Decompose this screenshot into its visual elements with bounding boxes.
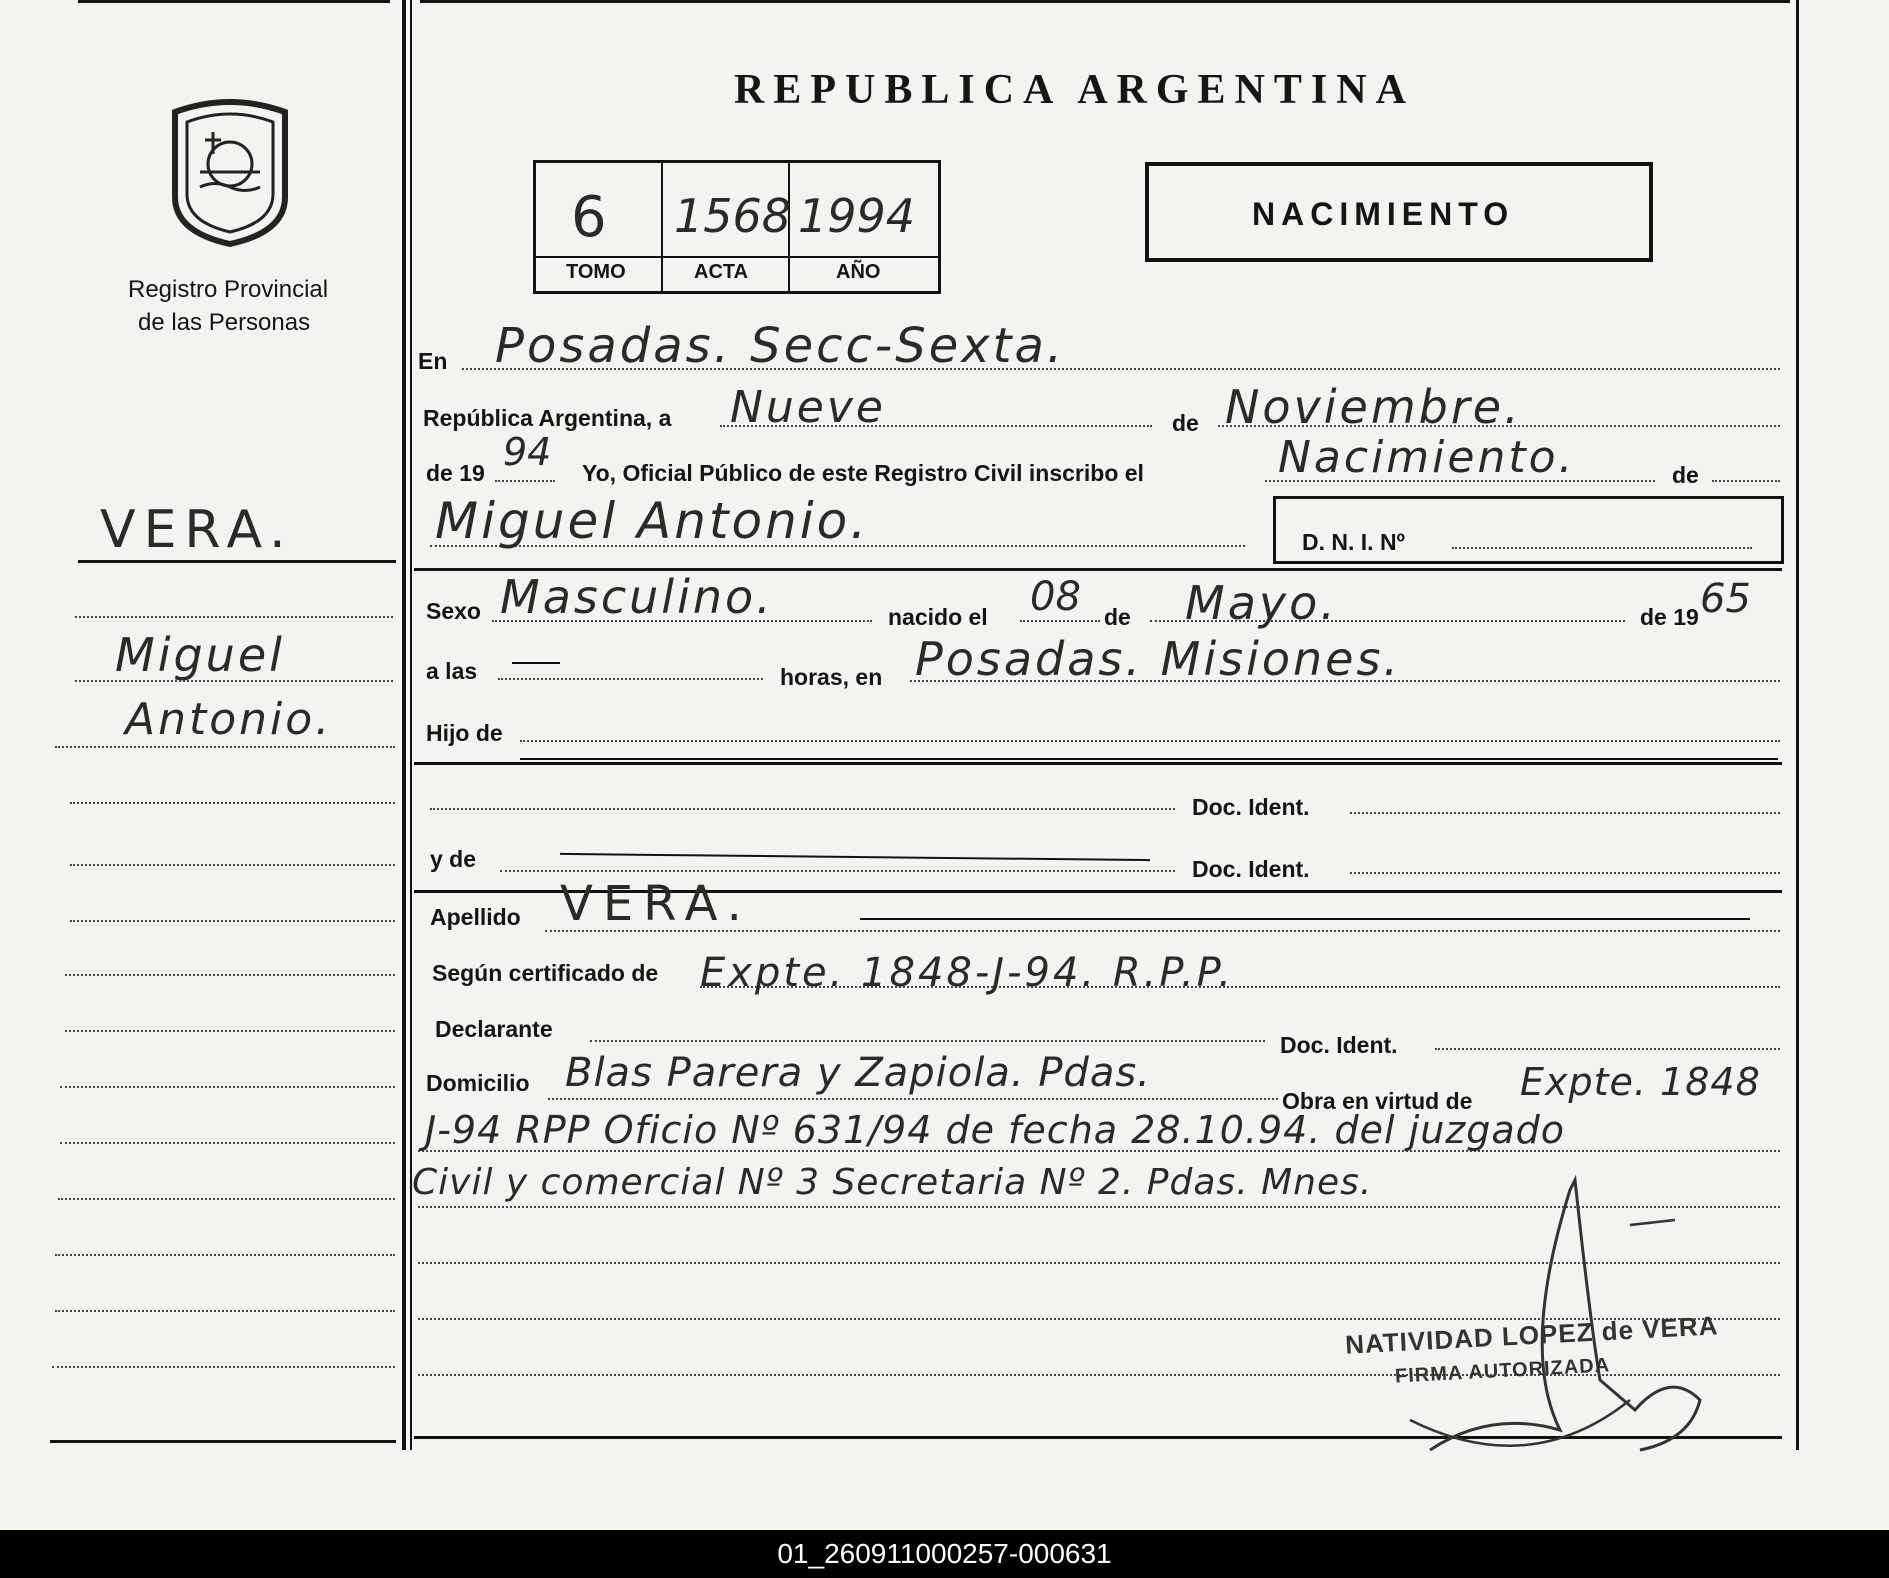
en-value: Posadas. Secc-Sexta. bbox=[495, 318, 1066, 374]
top-rule-right bbox=[420, 0, 1790, 3]
obra-line-2-value: J-94 RPP Oficio Nº 631/94 de fecha 28.10.94. del juzgado bbox=[425, 1108, 1566, 1152]
doc-ident-line-1 bbox=[1350, 812, 1780, 814]
doc-ident-label-3: Doc. Ident. bbox=[1280, 1032, 1398, 1058]
right-border bbox=[1796, 0, 1799, 1450]
padre-line bbox=[430, 808, 1175, 810]
anio-line bbox=[495, 480, 555, 482]
acta-value: 1568 bbox=[674, 189, 792, 243]
y-de-label: y de bbox=[430, 846, 477, 872]
oficial-statement-label: Yo, Oficial Público de este Registro Civil inscribo el bbox=[582, 460, 1144, 486]
margin-nombre-1: Miguel bbox=[115, 628, 285, 682]
top-rule-left bbox=[78, 0, 390, 3]
obra-value: Expte. 1848 bbox=[1520, 1060, 1761, 1104]
domicilio-value: Blas Parera y Zapiola. Pdas. bbox=[565, 1050, 1151, 1096]
column-divider-inner bbox=[410, 0, 412, 1450]
apellido-strike bbox=[860, 918, 1750, 920]
hijo-line bbox=[520, 740, 1780, 742]
margin-line-12 bbox=[55, 1254, 395, 1256]
domicilio-line bbox=[548, 1098, 1278, 1100]
horas-label: horas, en bbox=[780, 664, 883, 690]
de19-label-2: de 19 bbox=[1640, 604, 1699, 630]
margin-line-8 bbox=[65, 1030, 395, 1032]
margin-apellido: VERA. bbox=[100, 500, 294, 560]
a-las-label: a las bbox=[426, 658, 478, 684]
horas-dash bbox=[512, 662, 560, 664]
sexo-label: Sexo bbox=[426, 598, 481, 624]
margin-rule-bottom bbox=[50, 1440, 396, 1443]
record-number-box bbox=[533, 160, 941, 294]
segun-label: Según certificado de bbox=[432, 960, 659, 986]
hijo-label: Hijo de bbox=[426, 720, 503, 746]
declarante-label: Declarante bbox=[435, 1016, 553, 1042]
nacido-mes-value: Mayo. bbox=[1185, 576, 1338, 630]
margin-line-13 bbox=[55, 1310, 395, 1312]
de-label-2: de bbox=[1672, 462, 1699, 488]
image-id-caption: 01_260911000257-000631 bbox=[0, 1530, 1889, 1578]
nacido-label: nacido el bbox=[888, 604, 988, 630]
republica-label: República Argentina, a bbox=[423, 405, 672, 431]
stamp-name: NATIVIDAD LOPEZ de VERA bbox=[1344, 1310, 1720, 1360]
act-type-box bbox=[1145, 162, 1653, 262]
margin-nombre-2: Antonio. bbox=[125, 694, 333, 745]
horas-line bbox=[498, 678, 763, 680]
doc-ident-label-1: Doc. Ident. bbox=[1192, 794, 1310, 820]
dni-line bbox=[1452, 547, 1752, 549]
inscribo-value: Nacimiento. bbox=[1278, 432, 1576, 483]
nacido-dia-line bbox=[1020, 620, 1100, 622]
acta-label: ACTA bbox=[694, 261, 749, 283]
section-rule-2 bbox=[414, 762, 1782, 765]
dia-value: Nueve bbox=[730, 382, 886, 433]
column-divider bbox=[402, 0, 406, 1450]
anio-value: 1994 bbox=[798, 189, 916, 243]
margin-line-4 bbox=[70, 802, 395, 804]
doc-ident-line-2 bbox=[1350, 872, 1780, 874]
registry-name-line2: de las Personas bbox=[138, 309, 311, 336]
anio-inscripcion-value: 94 bbox=[503, 430, 552, 474]
margin-line-11 bbox=[58, 1198, 395, 1200]
nacido-dia-value: 08 bbox=[1030, 574, 1081, 620]
act-type-label: NACIMIENTO bbox=[1252, 196, 1515, 232]
province-seal-icon bbox=[165, 92, 295, 247]
mes-value: Noviembre. bbox=[1225, 380, 1522, 434]
de19-label: de 19 bbox=[426, 460, 485, 486]
margin-rule-1 bbox=[78, 560, 396, 563]
doc-ident-line-3 bbox=[1435, 1048, 1780, 1050]
margin-line-6 bbox=[70, 920, 395, 922]
de-label-3: de bbox=[1104, 604, 1131, 630]
de-label-1: de bbox=[1172, 410, 1199, 436]
de-line-2 bbox=[1712, 480, 1780, 482]
handwritten-signature bbox=[1400, 1150, 1740, 1480]
margin-line-5 bbox=[70, 864, 395, 866]
lugar-value: Posadas. Misiones. bbox=[915, 632, 1402, 686]
margin-line-10 bbox=[60, 1142, 395, 1144]
madre-strike bbox=[560, 853, 1150, 861]
page-title: REPUBLICA ARGENTINA bbox=[734, 67, 1415, 113]
dni-label: D. N. I. Nº bbox=[1302, 529, 1405, 555]
en-label: En bbox=[418, 348, 448, 374]
apellido-label: Apellido bbox=[430, 904, 521, 930]
obra-line-3-value: Civil y comercial Nº 3 Secretaria Nº 2. Pdas. Mnes. bbox=[412, 1162, 1373, 1203]
margin-line-7 bbox=[65, 974, 395, 976]
margin-line-1 bbox=[75, 616, 393, 618]
registry-name-line1: Registro Provincial bbox=[128, 276, 329, 303]
dni-box bbox=[1273, 496, 1784, 564]
margin-line-2 bbox=[75, 680, 393, 682]
tomo-label: TOMO bbox=[566, 261, 626, 283]
declarante-line bbox=[590, 1040, 1265, 1042]
nombre-value: Miguel Antonio. bbox=[435, 492, 870, 550]
margin-line-3 bbox=[55, 746, 395, 748]
margin-line-14 bbox=[52, 1366, 395, 1368]
madre-line bbox=[500, 870, 1175, 872]
segun-value: Expte. 1848-J-94. R.P.P. bbox=[700, 950, 1235, 996]
hijo-strike bbox=[520, 758, 1778, 760]
tomo-value: 6 bbox=[571, 185, 610, 250]
obra-label: Obra en virtud de bbox=[1282, 1088, 1473, 1114]
stamp-role: FIRMA AUTORIZADA bbox=[1394, 1354, 1611, 1388]
doc-ident-label-2: Doc. Ident. bbox=[1192, 856, 1310, 882]
nacido-anio-value: 65 bbox=[1700, 576, 1751, 622]
apellido-value: VERA. bbox=[560, 876, 752, 932]
domicilio-label: Domicilio bbox=[426, 1070, 530, 1096]
sexo-value: Masculino. bbox=[500, 570, 774, 624]
margin-line-9 bbox=[60, 1086, 395, 1088]
anio-label: AÑO bbox=[836, 261, 881, 283]
